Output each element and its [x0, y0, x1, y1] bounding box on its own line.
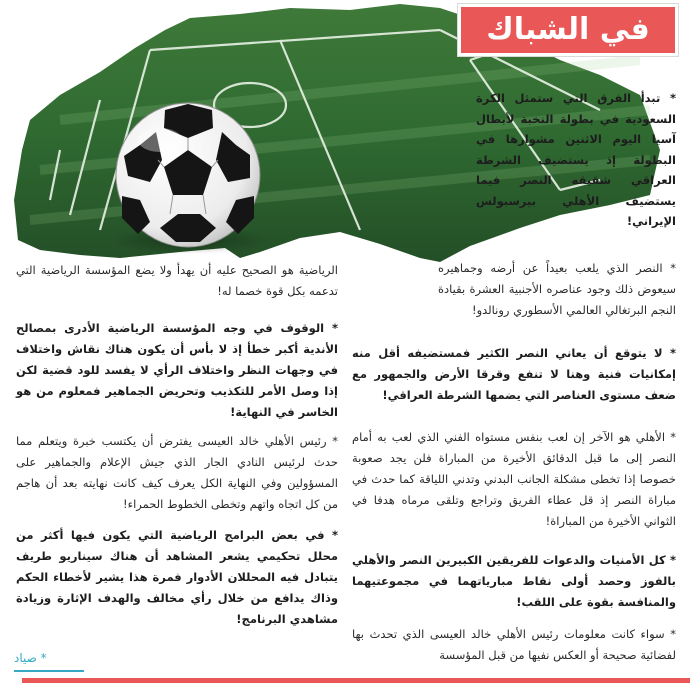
paragraph-1: * تبدأ الفرق التي ستمثل الكرة السعودية في بطولة النخبة لأبطال آسيا اليوم الاثنين مشوارها في البطولة إذ يستضيف الشرطة العراقي شقيقه النصر فيما يستضيف الأهلي بيرسبولس الإيراني!: [476, 91, 676, 228]
paragraph-4: * الأهلي هو الآخر إن لعب بنفس مستواه الفني الذي لعب به أمام النصر إلى ما قبل الدقائق الأخيرة من المباراة فلن يجد صعوبة خصوصا إذا تخطى مشكلة الجانب البدني وتدني اللياقة كما حدث في مباراة النصر إذ قل عطاء الفريق وتراجع وتلقى مرماه هدفا في الثواني الأخيرة من المباراة!: [352, 430, 676, 528]
paragraph-7: الرياضية هو الصحيح عليه أن يهدأ ولا يضع المؤسسة الرياضية التي تدعمه بكل قوة خصما له!: [16, 263, 338, 298]
credit-underline: [14, 670, 84, 672]
paragraph-5: * كل الأمنيات والدعوات للفريقين الكبيرين النصر والأهلي بالفوز وحصد أولى نقاط مبارياتهما في مجموعتيهما والمنافسة بقوة على اللقب!: [352, 553, 676, 609]
paragraph-8: * الوقوف في وجه المؤسسة الرياضية الأدرى بمصالح الأندية أكبر خطأ إذ لا بأس أن يكون هناك نقاش واختلاف في وجهات النظر واختلاف الرأي لا يفسد للود قضية لكن إذا وصل الأمر للتكذيب وتحريض الجماهير فمعلوم من هو الخاسر في النهاية!: [16, 321, 338, 419]
paragraph-2: * النصر الذي يلعب بعيداً عن أرضه وجماهيره سيعوض ذلك وجود عناصره الأجنبية العشرة بقيادة النجم البرتغالي العالمي الأسطوري رونالدو!: [438, 261, 676, 317]
author-credit: * صياد: [14, 651, 47, 665]
paragraph-6: * سواء كانت معلومات رئيس الأهلي خالد العيسى الذي تحدث بها لفضائية صحيحة أو العكس نفيها من قبل المؤسسة: [352, 627, 676, 662]
paragraph-9: * رئيس الأهلي خالد العيسى يفترض أن يكتسب خبرة ويتعلم مما حدث لرئيس النادي الجار الذي جيش الإعلام والجماهير على المسؤولين وفي النهاية الكل يعرف كيف كانت نهايته بعد أن هاجم من كل اتجاه واتهم وتخطى الخطوط الحمراء!: [16, 434, 338, 511]
section-title: في الشباك: [458, 4, 678, 56]
bottom-divider: [22, 678, 690, 683]
paragraph-3: * لا يتوقع أن يعاني النصر الكثير فمستضيفه أقل منه إمكانيات فنية وهنا لا تنفع وقرقا الأرض والجمهور مع ضعف مستوى العناصر التي يضمها الشرطة العراقي!: [352, 346, 676, 402]
paragraph-10: * في بعض البرامج الرياضية التي يكون فيها أكثر من محلل تحكيمي يشعر المشاهد أن هناك سيناريو طريف يتبادل فيه المحللان الأدوار فمرة هذا يشير لأخطاء الحكم وذاك يدافع من خلال رأي مخالف والهدف الإثارة وزيادة مشاهدي البرنامج!: [16, 528, 338, 626]
soccer-ball-icon: [116, 103, 260, 247]
